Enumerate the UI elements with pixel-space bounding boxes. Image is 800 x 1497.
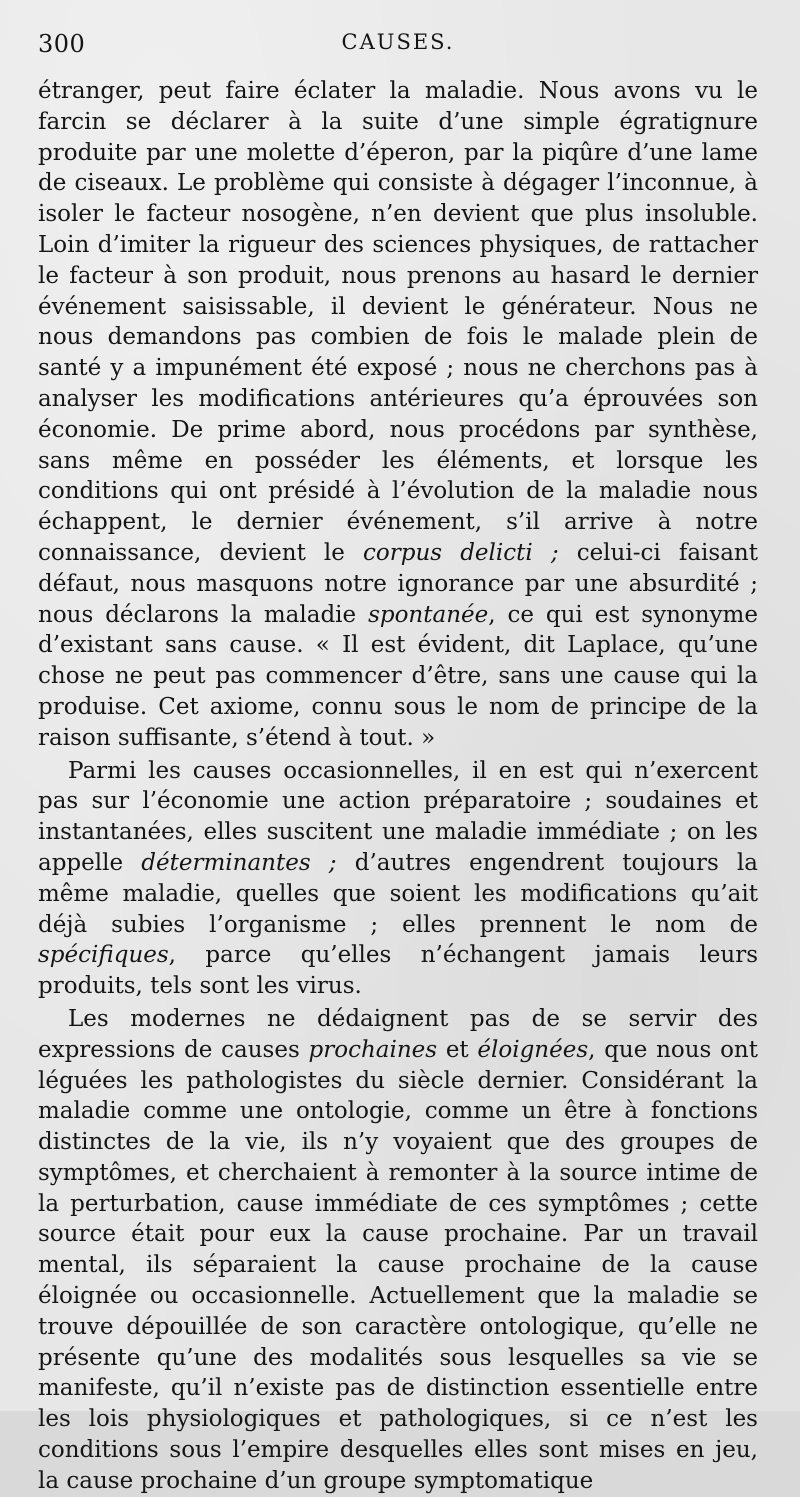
- text-run: , parce qu’elles n’échangent jamais leurs produits, tels sont les virus.: [38, 942, 758, 1000]
- italic-term: spontanée: [368, 601, 489, 628]
- paragraph-1: [38, 76, 758, 754]
- text-run: Parmi les causes occasionnelles, il en est qui n’exercent pas sur l’économie une action préparatoire ; soudaines et instantanées, elles suscitent une maladie immédiate ; on les appelle: [38, 757, 758, 876]
- text-run: , ce qui est synonyme d’existant sans cause. « Il est évident, dit Laplace, qu’une chose ne peut pas commencer d’être, sans une cause qui la produise. Cet axiome, connu sous le nom de principe de la raison suffisante, s’étend à tout. »: [38, 601, 758, 751]
- italic-term: éloignées: [477, 1036, 589, 1063]
- text-run: celui-ci faisant défaut, nous masquons notre ignorance par une absurdité ; nous déclarons la maladie: [38, 539, 758, 628]
- running-title: CAUSES.: [341, 30, 455, 54]
- paragraph-3: [38, 1004, 758, 1497]
- italic-term: déterminantes ;: [141, 849, 337, 876]
- page-header: [38, 30, 758, 62]
- text-run: d’autres engendrent toujours la même maladie, quelles que soient les modifications qu’ait déjà subies l’organisme ; elles prennent le nom de: [38, 849, 759, 938]
- italic-term: spécifiques: [38, 942, 169, 969]
- text-run: Les modernes ne dédaignent pas de se servir des expressions de causes: [38, 1005, 758, 1063]
- text-run: , que nous ont léguées les pathologistes du siècle dernier. Considérant la maladie comme une ontologie, comme un être à fonctions distinctes de la vie, ils n’y voyaient que des groupes de symptômes, et cherchaient à remonter à la source intime de la perturbation, cause immédiate de ces symptômes ; cette source était pour eux la cause prochaine. Par un travail mental, ils séparaient la cause prochaine de la cause éloignée ou occasionnelle. Actuellement que la maladie se trouve dépouillée de son caractère ontologique, qu’elle ne présente qu’une des modalités sous lesquelles sa vie se manifeste, qu’il n’existe pas de distinction essentielle entre les lois physiologiques et pathologiques, si ce n’est les conditions sous l’empire desquelles elles sont mises en jeu, la cause prochaine d’un groupe symptomatique: [38, 1036, 758, 1494]
- paragraph-2: [38, 756, 758, 1002]
- page-number: 300: [38, 30, 86, 58]
- text-run: et: [437, 1036, 478, 1063]
- italic-term: prochaines: [308, 1036, 438, 1063]
- page-body: [38, 76, 758, 1497]
- text-run: étranger, peut faire éclater la maladie. Nous avons vu le farcin se déclarer à la suite d’une simple égratignure produite par une molette d’éperon, par la piqûre d’une lame de ciseaux. Le problème qui consiste à dégager l’inconnue, à isoler le facteur nosogène, n’en devient que plus insoluble. Loin d’imiter la rigueur des sciences physiques, de rattacher le facteur à son produit, nous prenons au hasard le dernier événement saisissable, il devient le générateur. Nous ne nous demandons pas combien de fois le malade plein de santé y a impunément été exposé ; nous ne cherchons pas à analyser les modifications antérieures qu’a éprouvées son économie. De prime abord, nous procédons par synthèse, sans même en posséder les éléments, et lorsque les conditions qui ont présidé à l’évolution de la maladie nous échappent, le dernier événement, s’il arrive à notre connaissance, devient le: [38, 78, 758, 566]
- italic-term: corpus delicti ;: [363, 539, 559, 566]
